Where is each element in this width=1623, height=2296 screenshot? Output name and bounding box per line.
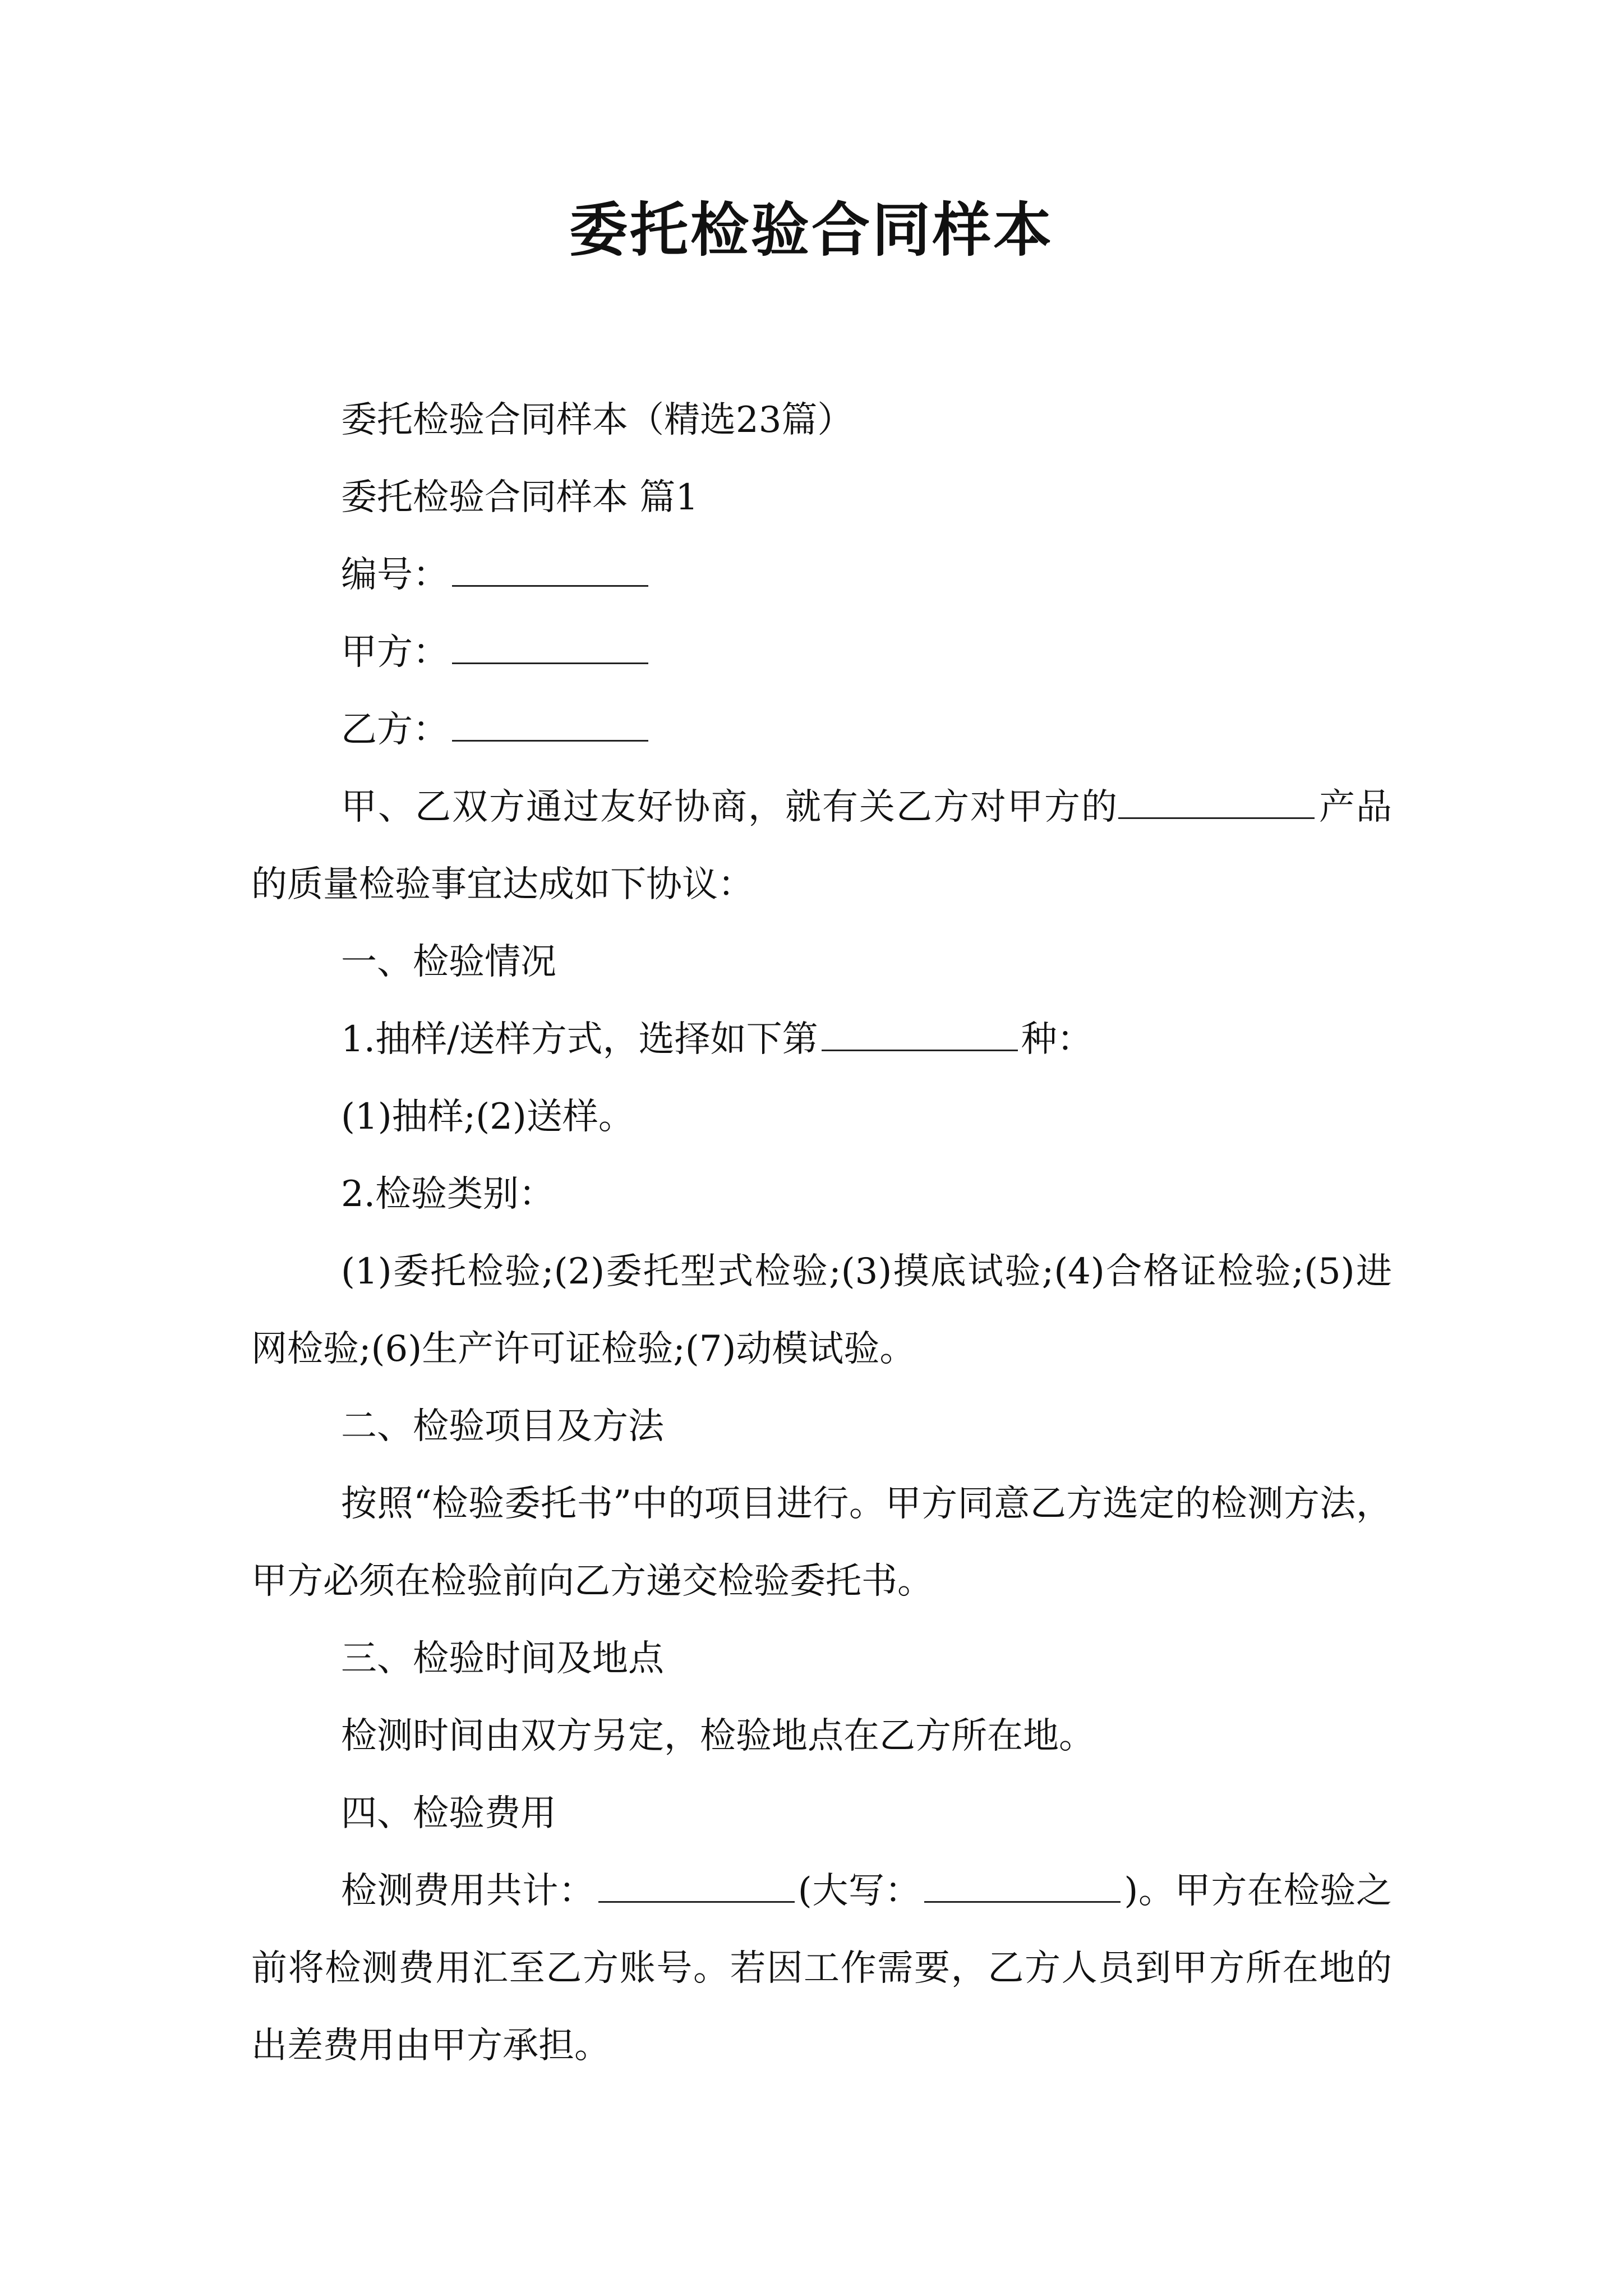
agreement-intro-before: 甲、乙双方通过友好协商，就有关乙方对甲方的	[341, 786, 1118, 828]
party-b-label: 乙方：	[341, 709, 449, 751]
document-body	[251, 381, 1392, 2085]
paragraph-inspection-items: 按照“检验委托书”中的项目进行。甲方同意乙方选定的检测方法，甲方必须在检验前向乙方递交检验委托书。	[251, 1483, 1392, 1602]
paragraph-party-a-field	[251, 614, 1392, 691]
sampling-method-before: 1.抽样/送样方式，选择如下第	[341, 1019, 818, 1060]
paragraph-number-field	[251, 536, 1392, 614]
paragraph-subtitle: 委托检验合同样本（精选23篇）	[341, 399, 854, 441]
paragraph-category-options: (1)委托检验;(2)委托型式检验;(3)摸底试验;(4)合格证检验;(5)进网检验;(6)生产许可证检验;(7)动模试验。	[251, 1251, 1392, 1370]
document-title: 委托检验合同样本	[569, 196, 1054, 264]
product-name-blank	[1118, 784, 1315, 819]
paragraph-inspection-fees	[251, 1852, 1392, 2085]
fee-amount-words-blank	[924, 1867, 1121, 1903]
paragraph-sampling-method	[251, 1001, 1392, 1078]
number-blank	[452, 551, 648, 587]
party-a-blank	[452, 629, 648, 664]
paragraph-party-b-field	[251, 691, 1392, 769]
sampling-method-after: 种：	[1021, 1019, 1093, 1060]
heading-inspection-items: 二、检验项目及方法	[341, 1406, 664, 1447]
paragraph-inspection-time-place: 检测时间由双方另定，检验地点在乙方所在地。	[341, 1715, 1095, 1757]
party-a-label: 甲方：	[341, 632, 449, 673]
sampling-choice-blank	[822, 1016, 1018, 1051]
fees-after: )。甲方在检验之前将检测费用汇至乙方账号。若因工作需要，乙方人员到甲方所在地的出差费用由甲方承担。	[251, 1870, 1393, 2067]
heading-inspection-situation: 一、检验情况	[341, 941, 556, 983]
paragraph-sampling-options: (1)抽样;(2)送样。	[341, 1096, 634, 1138]
fee-amount-blank	[598, 1867, 795, 1903]
number-label: 编号：	[341, 554, 449, 596]
heading-inspection-fees: 四、检验费用	[341, 1793, 556, 1834]
paragraph-section-heading: 委托检验合同样本 篇1	[341, 477, 699, 518]
paragraph-agreement-intro	[251, 769, 1392, 923]
paragraph-inspection-category: 2.检验类别：	[341, 1174, 555, 1215]
fees-middle: (大写：	[797, 1870, 921, 1912]
party-b-blank	[452, 706, 648, 742]
agreement-intro-after: 产品的质量检验事宜达成如下协议：	[251, 786, 1392, 905]
fees-before: 检测费用共计：	[341, 1870, 595, 1912]
heading-inspection-time-place: 三、检验时间及地点	[341, 1638, 664, 1680]
